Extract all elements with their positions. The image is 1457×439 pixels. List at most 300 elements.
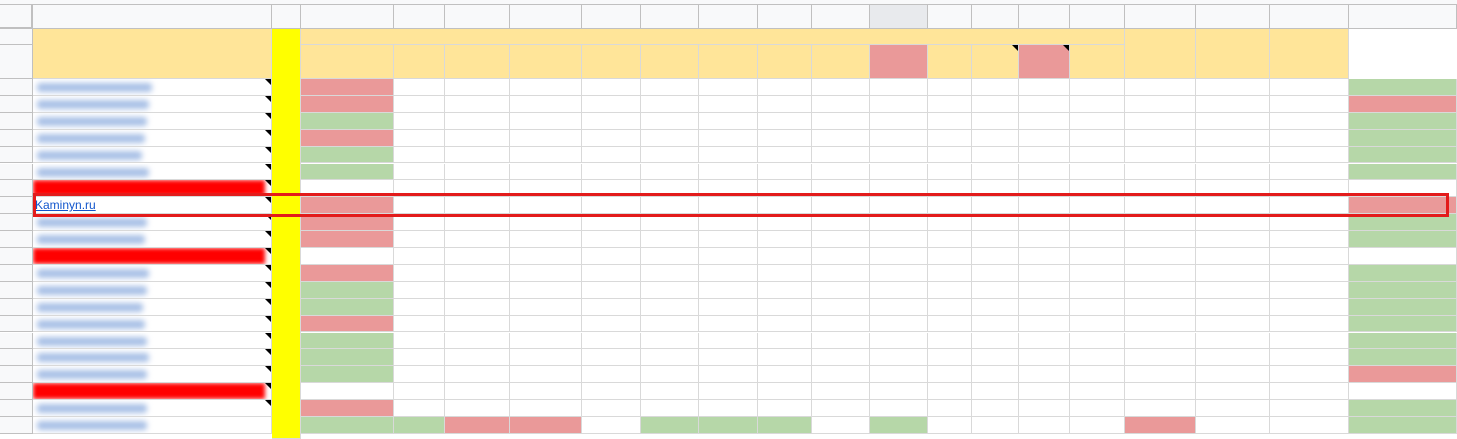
cell-ou-15[interactable] [301, 282, 394, 299]
cell-pi-8[interactable] [1125, 164, 1196, 181]
cell-ox-4[interactable] [510, 96, 582, 113]
cell-ph-18[interactable] [1070, 333, 1125, 350]
cell-ou-8[interactable] [301, 164, 394, 181]
cell-pj-9[interactable] [1196, 180, 1270, 197]
cell-ov-17[interactable] [394, 316, 445, 333]
cell-ox-22[interactable] [510, 400, 582, 417]
row-header-23[interactable] [0, 417, 33, 434]
cell-ox-16[interactable] [510, 299, 582, 316]
row-header-1[interactable] [0, 29, 33, 45]
project-cell[interactable] [33, 417, 272, 434]
cell-pa-18[interactable] [699, 333, 758, 350]
project-cell[interactable] [33, 197, 272, 214]
subheader-3[interactable] [445, 45, 510, 79]
column-ot-yellow[interactable] [272, 29, 301, 439]
cell-pb-8[interactable] [758, 164, 812, 181]
project-cell[interactable] [33, 316, 272, 333]
cell-ov-16[interactable] [394, 299, 445, 316]
cell-pj-18[interactable] [1196, 333, 1270, 350]
cell-oz-3[interactable] [641, 79, 699, 96]
cell-pg-3[interactable] [1019, 79, 1070, 96]
cell-ow-3[interactable] [445, 79, 510, 96]
cell-oy-8[interactable] [582, 164, 641, 181]
project-cell[interactable] [33, 299, 272, 316]
cell-pe-13[interactable] [928, 248, 972, 265]
cell-pb-20[interactable] [758, 366, 812, 383]
cell-pe-22[interactable] [928, 400, 972, 417]
subheader-13[interactable] [1019, 45, 1070, 79]
cell-ox-13[interactable] [510, 248, 582, 265]
row-header-6[interactable] [0, 130, 33, 147]
row-header-4[interactable] [0, 96, 33, 113]
project-cell[interactable] [33, 113, 272, 130]
cell-pc-11[interactable] [812, 214, 870, 231]
visit-price-no-direct-header[interactable] [1270, 29, 1349, 79]
cell-ph-16[interactable] [1070, 299, 1125, 316]
cell-pj-3[interactable] [1196, 79, 1270, 96]
cell-pc-21[interactable] [812, 383, 870, 400]
cell-oy-12[interactable] [582, 231, 641, 248]
cell-pl-16[interactable] [1349, 299, 1457, 316]
project-cell[interactable] [33, 349, 272, 366]
cell-ph-11[interactable] [1070, 214, 1125, 231]
cell-pg-18[interactable] [1019, 333, 1070, 350]
row-header-19[interactable] [0, 349, 33, 366]
cell-oy-11[interactable] [582, 214, 641, 231]
cell-ox-23[interactable] [510, 417, 582, 434]
row-header-5[interactable] [0, 113, 33, 130]
cell-pg-4[interactable] [1019, 96, 1070, 113]
cell-pc-3[interactable] [812, 79, 870, 96]
cell-pb-18[interactable] [758, 333, 812, 350]
cell-ox-18[interactable] [510, 333, 582, 350]
cell-pb-22[interactable] [758, 400, 812, 417]
cell-ph-23[interactable] [1070, 417, 1125, 434]
column-header-a[interactable] [33, 5, 272, 29]
cell-pl-8[interactable] [1349, 164, 1457, 181]
cell-pf-13[interactable] [972, 248, 1019, 265]
cell-pf-4[interactable] [972, 96, 1019, 113]
cell-pf-12[interactable] [972, 231, 1019, 248]
column-header-ou[interactable] [301, 5, 394, 29]
cell-pg-11[interactable] [1019, 214, 1070, 231]
column-header-pl[interactable] [1349, 5, 1457, 29]
cell-ox-8[interactable] [510, 164, 582, 181]
cell-pj-16[interactable] [1196, 299, 1270, 316]
cell-oz-4[interactable] [641, 96, 699, 113]
cell-pi-16[interactable] [1125, 299, 1196, 316]
cell-oz-9[interactable] [641, 180, 699, 197]
cell-pl-15[interactable] [1349, 282, 1457, 299]
cell-oz-6[interactable] [641, 130, 699, 147]
row-header-8[interactable] [0, 164, 33, 181]
row-header-15[interactable] [0, 282, 33, 299]
month-header[interactable] [301, 29, 1125, 45]
cell-pk-23[interactable] [1270, 417, 1349, 434]
cell-pa-19[interactable] [699, 349, 758, 366]
cell-ph-8[interactable] [1070, 164, 1125, 181]
cell-pf-19[interactable] [972, 349, 1019, 366]
cell-pf-23[interactable] [972, 417, 1019, 434]
cell-oy-21[interactable] [582, 383, 641, 400]
cell-ox-15[interactable] [510, 282, 582, 299]
cell-oz-10[interactable] [641, 197, 699, 214]
cell-pc-6[interactable] [812, 130, 870, 147]
cell-pk-19[interactable] [1270, 349, 1349, 366]
subheader-14[interactable] [1070, 45, 1125, 79]
cell-ou-11[interactable] [301, 214, 394, 231]
cell-pb-6[interactable] [758, 130, 812, 147]
column-header-pj[interactable] [1196, 5, 1270, 29]
cell-ow-18[interactable] [445, 333, 510, 350]
column-header-pa[interactable] [699, 5, 758, 29]
cell-pe-16[interactable] [928, 299, 972, 316]
cell-pf-17[interactable] [972, 316, 1019, 333]
cell-ow-9[interactable] [445, 180, 510, 197]
cell-ox-14[interactable] [510, 265, 582, 282]
cell-pa-13[interactable] [699, 248, 758, 265]
column-header-ph[interactable] [1070, 5, 1125, 29]
cell-pf-8[interactable] [972, 164, 1019, 181]
cell-pl-17[interactable] [1349, 316, 1457, 333]
project-header[interactable] [33, 29, 272, 79]
cell-pk-7[interactable] [1270, 147, 1349, 164]
cell-ov-19[interactable] [394, 349, 445, 366]
cell-oz-20[interactable] [641, 366, 699, 383]
subheader-4[interactable] [510, 45, 582, 79]
cell-pc-19[interactable] [812, 349, 870, 366]
row-header-7[interactable] [0, 147, 33, 164]
cell-pl-21[interactable] [1349, 383, 1457, 400]
cell-oy-7[interactable] [582, 147, 641, 164]
cell-pa-20[interactable] [699, 366, 758, 383]
cell-pd-21[interactable] [870, 383, 928, 400]
cell-ph-19[interactable] [1070, 349, 1125, 366]
cell-ph-22[interactable] [1070, 400, 1125, 417]
cell-ov-11[interactable] [394, 214, 445, 231]
column-header-pb[interactable] [758, 5, 812, 29]
cell-ou-19[interactable] [301, 349, 394, 366]
cell-oy-5[interactable] [582, 113, 641, 130]
cell-ov-3[interactable] [394, 79, 445, 96]
cell-pe-4[interactable] [928, 96, 972, 113]
row-header-2[interactable] [0, 45, 33, 79]
cell-pd-5[interactable] [870, 113, 928, 130]
cell-pb-14[interactable] [758, 265, 812, 282]
row-header-17[interactable] [0, 316, 33, 333]
cell-pk-9[interactable] [1270, 180, 1349, 197]
cell-ou-12[interactable] [301, 231, 394, 248]
row-header-3[interactable] [0, 79, 33, 96]
cell-ov-15[interactable] [394, 282, 445, 299]
cell-pa-5[interactable] [699, 113, 758, 130]
cell-oy-23[interactable] [582, 417, 641, 434]
cell-pe-21[interactable] [928, 383, 972, 400]
cell-pd-22[interactable] [870, 400, 928, 417]
cell-pj-19[interactable] [1196, 349, 1270, 366]
cell-pk-6[interactable] [1270, 130, 1349, 147]
cell-pc-8[interactable] [812, 164, 870, 181]
cell-pf-20[interactable] [972, 366, 1019, 383]
column-header-ot[interactable] [272, 5, 301, 29]
cell-pa-10[interactable] [699, 197, 758, 214]
cell-pk-11[interactable] [1270, 214, 1349, 231]
cell-pg-17[interactable] [1019, 316, 1070, 333]
cell-ox-10[interactable] [510, 197, 582, 214]
cell-pc-22[interactable] [812, 400, 870, 417]
cell-pd-8[interactable] [870, 164, 928, 181]
cell-pc-18[interactable] [812, 333, 870, 350]
cell-oz-13[interactable] [641, 248, 699, 265]
subheader-9[interactable] [812, 45, 870, 79]
row-header-20[interactable] [0, 366, 33, 383]
cell-pi-10[interactable] [1125, 197, 1196, 214]
cell-pe-5[interactable] [928, 113, 972, 130]
cell-pc-7[interactable] [812, 147, 870, 164]
subheader-1[interactable] [301, 45, 394, 79]
cell-pi-21[interactable] [1125, 383, 1196, 400]
cell-oy-4[interactable] [582, 96, 641, 113]
cell-ow-4[interactable] [445, 96, 510, 113]
cell-pb-23[interactable] [758, 417, 812, 434]
cell-ox-5[interactable] [510, 113, 582, 130]
cell-ow-8[interactable] [445, 164, 510, 181]
cell-ox-21[interactable] [510, 383, 582, 400]
cell-pl-20[interactable] [1349, 366, 1457, 383]
cell-pd-14[interactable] [870, 265, 928, 282]
cell-pg-5[interactable] [1019, 113, 1070, 130]
cell-ph-20[interactable] [1070, 366, 1125, 383]
cell-pd-18[interactable] [870, 333, 928, 350]
column-header-pg[interactable] [1019, 5, 1070, 29]
cell-ow-13[interactable] [445, 248, 510, 265]
cell-pg-16[interactable] [1019, 299, 1070, 316]
cell-pb-15[interactable] [758, 282, 812, 299]
cell-pf-16[interactable] [972, 299, 1019, 316]
cell-pg-20[interactable] [1019, 366, 1070, 383]
cell-pl-13[interactable] [1349, 248, 1457, 265]
cell-ou-22[interactable] [301, 400, 394, 417]
project-cell[interactable] [33, 333, 272, 350]
cell-pb-7[interactable] [758, 147, 812, 164]
subheader-11[interactable] [928, 45, 972, 79]
subheader-12[interactable] [972, 45, 1019, 79]
cell-pa-7[interactable] [699, 147, 758, 164]
cell-oz-22[interactable] [641, 400, 699, 417]
cell-pj-22[interactable] [1196, 400, 1270, 417]
cell-oz-18[interactable] [641, 333, 699, 350]
cell-pb-16[interactable] [758, 299, 812, 316]
cell-ou-5[interactable] [301, 113, 394, 130]
cell-ox-12[interactable] [510, 231, 582, 248]
cell-oz-15[interactable] [641, 282, 699, 299]
cell-pc-14[interactable] [812, 265, 870, 282]
cell-pe-8[interactable] [928, 164, 972, 181]
cell-pl-18[interactable] [1349, 333, 1457, 350]
subheader-6[interactable] [641, 45, 699, 79]
cell-ow-7[interactable] [445, 147, 510, 164]
cell-pk-8[interactable] [1270, 164, 1349, 181]
cell-pa-4[interactable] [699, 96, 758, 113]
cell-pl-12[interactable] [1349, 231, 1457, 248]
cell-ov-14[interactable] [394, 265, 445, 282]
cell-pi-13[interactable] [1125, 248, 1196, 265]
cell-pk-20[interactable] [1270, 366, 1349, 383]
cell-oz-11[interactable] [641, 214, 699, 231]
cell-pg-19[interactable] [1019, 349, 1070, 366]
cell-pi-7[interactable] [1125, 147, 1196, 164]
cell-ph-9[interactable] [1070, 180, 1125, 197]
cell-pi-4[interactable] [1125, 96, 1196, 113]
project-cell[interactable] [33, 248, 272, 265]
cell-ov-21[interactable] [394, 383, 445, 400]
cell-oz-8[interactable] [641, 164, 699, 181]
cell-ow-16[interactable] [445, 299, 510, 316]
cell-ov-12[interactable] [394, 231, 445, 248]
cell-pg-23[interactable] [1019, 417, 1070, 434]
cell-ph-15[interactable] [1070, 282, 1125, 299]
cell-ow-23[interactable] [445, 417, 510, 434]
subheader-5[interactable] [582, 45, 641, 79]
cell-pg-15[interactable] [1019, 282, 1070, 299]
cell-pa-14[interactable] [699, 265, 758, 282]
column-header-ov[interactable] [394, 5, 445, 29]
cell-pa-16[interactable] [699, 299, 758, 316]
cell-oy-3[interactable] [582, 79, 641, 96]
cell-oy-18[interactable] [582, 333, 641, 350]
subheader-10[interactable] [870, 45, 928, 79]
cell-pi-20[interactable] [1125, 366, 1196, 383]
cell-pd-9[interactable] [870, 180, 928, 197]
cell-pd-6[interactable] [870, 130, 928, 147]
cell-ou-13[interactable] [301, 248, 394, 265]
cell-pk-12[interactable] [1270, 231, 1349, 248]
column-header-ox[interactable] [510, 5, 582, 29]
cell-ox-6[interactable] [510, 130, 582, 147]
cell-pa-12[interactable] [699, 231, 758, 248]
cell-pb-5[interactable] [758, 113, 812, 130]
cell-pd-12[interactable] [870, 231, 928, 248]
cell-pe-10[interactable] [928, 197, 972, 214]
cell-ov-8[interactable] [394, 164, 445, 181]
cell-ox-20[interactable] [510, 366, 582, 383]
cell-pc-4[interactable] [812, 96, 870, 113]
cell-ou-7[interactable] [301, 147, 394, 164]
cell-pj-17[interactable] [1196, 316, 1270, 333]
project-cell[interactable] [33, 383, 272, 400]
cell-pd-10[interactable] [870, 197, 928, 214]
cell-pf-10[interactable] [972, 197, 1019, 214]
cell-pf-22[interactable] [972, 400, 1019, 417]
cell-ph-17[interactable] [1070, 316, 1125, 333]
cell-pf-14[interactable] [972, 265, 1019, 282]
cell-pi-15[interactable] [1125, 282, 1196, 299]
cell-pl-23[interactable] [1349, 417, 1457, 434]
cell-pj-14[interactable] [1196, 265, 1270, 282]
cell-pa-3[interactable] [699, 79, 758, 96]
cell-ou-21[interactable] [301, 383, 394, 400]
cell-ox-9[interactable] [510, 180, 582, 197]
row-header-22[interactable] [0, 400, 33, 417]
cell-ou-10[interactable] [301, 197, 394, 214]
cell-pe-3[interactable] [928, 79, 972, 96]
cell-pf-11[interactable] [972, 214, 1019, 231]
cell-pd-23[interactable] [870, 417, 928, 434]
cell-pa-6[interactable] [699, 130, 758, 147]
cell-pg-7[interactable] [1019, 147, 1070, 164]
column-header-pi[interactable] [1125, 5, 1196, 29]
cell-ou-3[interactable] [301, 79, 394, 96]
cell-pe-23[interactable] [928, 417, 972, 434]
cell-oy-19[interactable] [582, 349, 641, 366]
cell-pi-19[interactable] [1125, 349, 1196, 366]
cell-pg-8[interactable] [1019, 164, 1070, 181]
cell-pc-17[interactable] [812, 316, 870, 333]
cell-pl-5[interactable] [1349, 113, 1457, 130]
cell-pj-13[interactable] [1196, 248, 1270, 265]
cell-pg-21[interactable] [1019, 383, 1070, 400]
subheader-2[interactable] [394, 45, 445, 79]
cell-pi-3[interactable] [1125, 79, 1196, 96]
cell-pe-9[interactable] [928, 180, 972, 197]
cell-pc-12[interactable] [812, 231, 870, 248]
cell-pl-19[interactable] [1349, 349, 1457, 366]
cell-oz-5[interactable] [641, 113, 699, 130]
cell-pd-7[interactable] [870, 147, 928, 164]
project-cell[interactable] [33, 147, 272, 164]
cell-pj-21[interactable] [1196, 383, 1270, 400]
cell-oz-7[interactable] [641, 147, 699, 164]
cell-pk-14[interactable] [1270, 265, 1349, 282]
cell-pl-14[interactable] [1349, 265, 1457, 282]
cell-pe-7[interactable] [928, 147, 972, 164]
cell-pc-23[interactable] [812, 417, 870, 434]
cell-oy-15[interactable] [582, 282, 641, 299]
column-header-pd[interactable] [870, 5, 928, 29]
cell-pk-22[interactable] [1270, 400, 1349, 417]
cell-ow-6[interactable] [445, 130, 510, 147]
cell-pc-20[interactable] [812, 366, 870, 383]
cell-oz-17[interactable] [641, 316, 699, 333]
cell-pe-17[interactable] [928, 316, 972, 333]
cell-pk-13[interactable] [1270, 248, 1349, 265]
cell-pi-6[interactable] [1125, 130, 1196, 147]
cell-pe-19[interactable] [928, 349, 972, 366]
cell-pe-12[interactable] [928, 231, 972, 248]
cell-pk-5[interactable] [1270, 113, 1349, 130]
subheader-15[interactable] [1125, 45, 1196, 79]
cell-pd-4[interactable] [870, 96, 928, 113]
cell-ow-14[interactable] [445, 265, 510, 282]
cell-ov-9[interactable] [394, 180, 445, 197]
cell-ov-4[interactable] [394, 96, 445, 113]
cell-oz-23[interactable] [641, 417, 699, 434]
cell-pj-4[interactable] [1196, 96, 1270, 113]
cell-pe-15[interactable] [928, 282, 972, 299]
cell-ow-17[interactable] [445, 316, 510, 333]
cell-pk-10[interactable] [1270, 197, 1349, 214]
cell-pa-22[interactable] [699, 400, 758, 417]
cell-pf-21[interactable] [972, 383, 1019, 400]
cell-pj-12[interactable] [1196, 231, 1270, 248]
cell-pa-17[interactable] [699, 316, 758, 333]
cell-ov-5[interactable] [394, 113, 445, 130]
cell-pj-10[interactable] [1196, 197, 1270, 214]
cell-pk-15[interactable] [1270, 282, 1349, 299]
project-cell[interactable] [33, 180, 272, 197]
cell-pb-3[interactable] [758, 79, 812, 96]
row-header-11[interactable] [0, 214, 33, 231]
